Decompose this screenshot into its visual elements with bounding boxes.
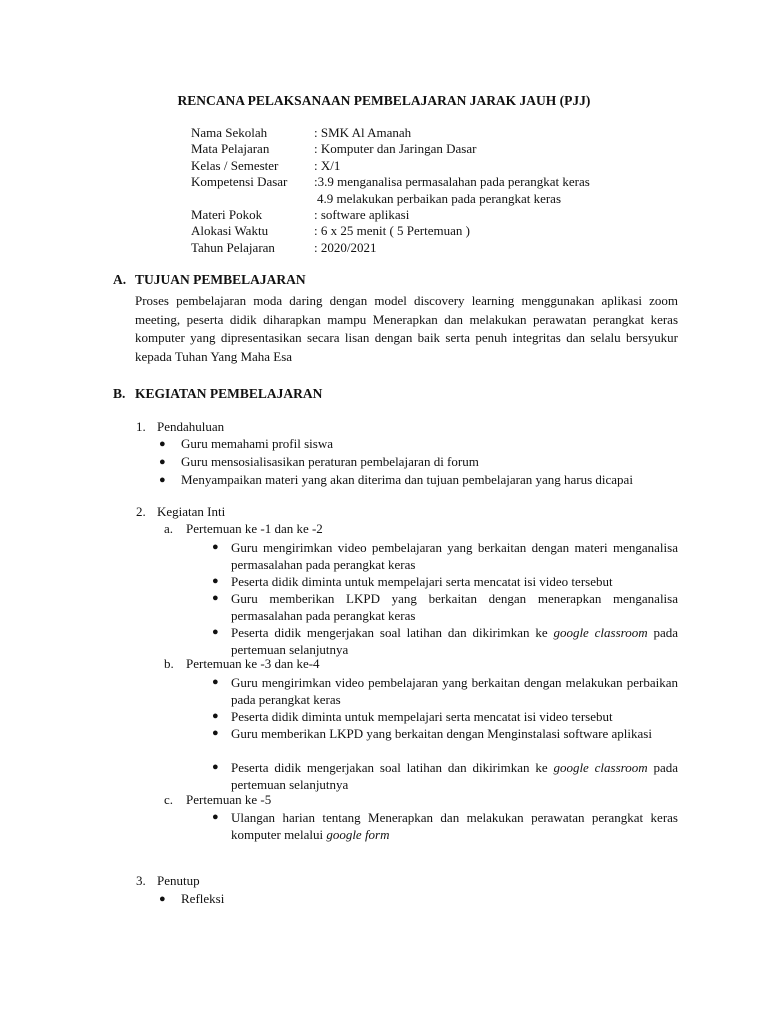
- item-text: Peserta didik mengerjakan soal latihan dan dikirimkan ke: [231, 760, 548, 775]
- list-item: Guru mensosialisasikan peraturan pembelajaran di forum: [181, 454, 479, 469]
- item-text: Ulangan harian tentang Menerapkan dan melakukan perawatan perangkat keras komputer melalui: [231, 810, 678, 842]
- info-label: Kelas / Semester: [191, 157, 279, 173]
- list-number: 1.: [136, 419, 146, 434]
- info-row-competency-cont: [191, 191, 590, 207]
- list-item: Peserta didik diminta untuk mempelajari serta mencatat isi video tersebut: [231, 574, 613, 589]
- list-item: Refleksi: [181, 891, 225, 906]
- list-item: Guru memahami profil siswa: [181, 436, 333, 451]
- list-item: Guru mengirimkan video pembelajaran yang berkaitan dengan materi menganalisa permasalahan pada perangkat keras: [231, 540, 678, 572]
- list-item: [231, 809, 678, 843]
- bullet-icon: ●: [159, 456, 166, 468]
- section-letter: A.: [113, 272, 127, 287]
- info-row-competency: [191, 174, 590, 190]
- list-item: Guru memberikan LKPD yang berkaitan dengan Menginstalasi software aplikasi: [231, 726, 652, 741]
- item-text-italic: google form: [326, 827, 390, 842]
- list-letter: b.: [164, 656, 174, 671]
- info-row-material: [191, 207, 590, 223]
- list-item: Peserta didik diminta untuk mempelajari serta mencatat isi video tersebut: [231, 709, 613, 724]
- info-value: :3.9 menganalisa permasalahan pada perangkat keras: [314, 174, 590, 190]
- section-b-heading: [113, 386, 322, 402]
- section-title: TUJUAN PEMBELAJARAN: [135, 272, 306, 287]
- list-label: Penutup: [157, 873, 200, 888]
- list-label: Kegiatan Inti: [157, 504, 226, 519]
- info-row-subject: [191, 141, 590, 157]
- info-value: : software aplikasi: [314, 206, 410, 222]
- list-label: Pertemuan ke -1 dan ke -2: [186, 521, 323, 536]
- bullet-icon: ●: [212, 811, 219, 823]
- list-label: Pertemuan ke -3 dan ke-4: [186, 656, 320, 671]
- list-item: Guru mengirimkan video pembelajaran yang berkaitan dengan melakukan perbaikan pada perangkat keras: [231, 675, 678, 707]
- info-label: Tahun Pelajaran: [191, 239, 275, 255]
- info-value: : Komputer dan Jaringan Dasar: [314, 141, 477, 157]
- info-row-year: [191, 240, 590, 256]
- section-letter: B.: [113, 386, 126, 401]
- list-number: 2.: [136, 504, 146, 519]
- list-item: Menyampaikan materi yang akan diterima dan tujuan pembelajaran yang harus dicapai: [181, 472, 633, 487]
- info-row-school: [191, 125, 590, 141]
- info-value: : 6 x 25 menit ( 5 Pertemuan ): [314, 223, 470, 239]
- list-letter: a.: [164, 521, 174, 536]
- info-label: Materi Pokok: [191, 206, 263, 222]
- bullet-icon: ●: [212, 761, 219, 773]
- bullet-icon: ●: [212, 575, 219, 587]
- section-a-heading: [113, 272, 306, 288]
- info-row-class: [191, 158, 590, 174]
- list-label: Pendahuluan: [157, 419, 225, 434]
- info-table: [191, 125, 590, 256]
- bullet-icon: ●: [212, 676, 219, 688]
- bullet-icon: ●: [212, 626, 219, 638]
- list-item: [231, 759, 678, 793]
- item-text: pada pertemuan selanjutnya: [231, 625, 678, 657]
- info-value: : X/1: [314, 157, 341, 173]
- item-text-italic: google classroom: [553, 760, 648, 775]
- bullet-icon: ●: [159, 893, 166, 905]
- list-item: Guru memberikan LKPD yang berkaitan dengan menerapkan menganalisa permasalahan pada perangkat keras: [231, 591, 678, 623]
- info-value: : SMK Al Amanah: [314, 125, 412, 140]
- bullet-icon: ●: [212, 541, 219, 553]
- section-a-paragraph: Proses pembelajaran moda daring dengan model discovery learning menggunakan aplikasi zoom meeting, peserta didik diharapkan mampu Menerapkan dan melakukan perawatan perangkat keras komputer yang dipresentasikan secara lisan dengan baik serta penuh integritas dan selalu bersyukur kepada Tuhan Yang Maha Esa: [135, 293, 678, 364]
- document-title: RENCANA PELAKSANAAN PEMBELAJARAN JARAK JAUH (PJJ): [177, 93, 591, 108]
- item-text: Peserta didik mengerjakan soal latihan dan dikirimkan ke: [231, 625, 548, 640]
- info-value: : 2020/2021: [314, 239, 377, 255]
- section-title: KEGIATAN PEMBELAJARAN: [135, 386, 323, 401]
- list-label: Pertemuan ke -5: [186, 792, 272, 807]
- bullet-icon: ●: [159, 474, 166, 486]
- info-label: Alokasi Waktu: [191, 223, 269, 239]
- bullet-icon: ●: [212, 710, 219, 722]
- item-text: pada pertemuan selanjutnya: [231, 760, 678, 792]
- info-label: Nama Sekolah: [191, 125, 268, 140]
- info-row-time: [191, 223, 590, 239]
- list-item: [231, 624, 678, 658]
- info-value: 4.9 melakukan perbaikan pada perangkat keras: [317, 190, 562, 206]
- bullet-icon: ●: [159, 438, 166, 450]
- info-label: Mata Pelajaran: [191, 141, 270, 157]
- bullet-icon: ●: [212, 592, 219, 604]
- info-label: Kompetensi Dasar: [191, 174, 288, 190]
- bullet-icon: ●: [212, 727, 219, 739]
- list-letter: c.: [164, 792, 174, 807]
- list-number: 3.: [136, 873, 146, 888]
- item-text-italic: google classroom: [553, 625, 648, 640]
